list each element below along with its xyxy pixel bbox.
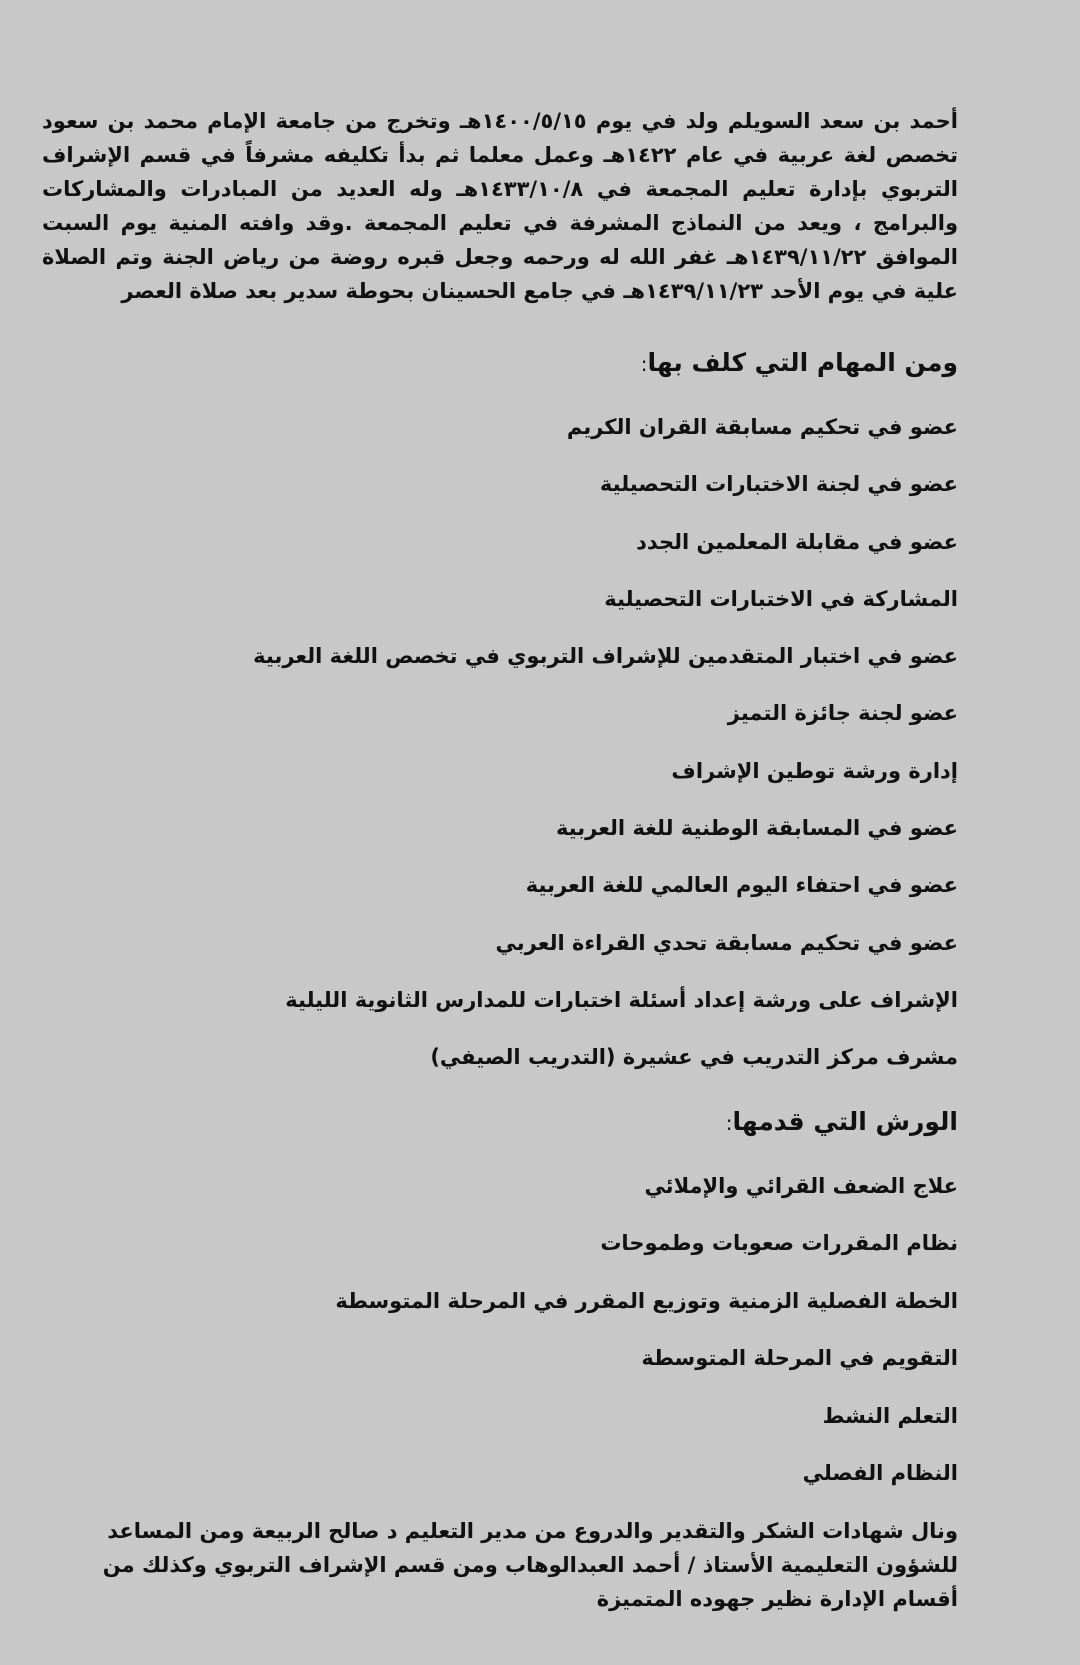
workshops-heading-colon: : bbox=[725, 1111, 733, 1135]
tasks-heading-text: ومن المهام التي كلف بها bbox=[647, 348, 958, 377]
workshops-list bbox=[58, 1158, 958, 1502]
workshops-heading-text: الورش التي قدمها bbox=[732, 1107, 958, 1136]
tasks-heading bbox=[641, 348, 958, 377]
task-item: عضو في مقابلة المعلمين الجدد bbox=[636, 529, 958, 554]
workshop-item: علاج الضعف القرائي والإملائي bbox=[644, 1174, 958, 1198]
workshop-item: التقويم في المرحلة المتوسطة bbox=[641, 1346, 958, 1371]
biography-paragraph: أحمد بن سعد السويلم ولد في يوم ١٤٠٠/٥/١٥هـ وتخرج من جامعة الإمام محمد بن سعود تخصص لغة عربية في عام ١٤٢٢هـ وعمل معلما ثم بدأ تكليفه مشرفاً في قسم الإشراف التربوي بإدارة تعليم المجمعة في ١٤٣٣/١٠/٨هـ وله العديد من المبادرات والمشاركات والبرامج ، ويعد من النماذج المشرفة في تعليم المجمعة .وقد وافته المنية يوم السبت الموافق ١٤٣٩/١١/٢٢هـ غفر الله له ورحمه وجعل قبره روضة من رياض الجنة وتم الصلاة علية في يوم الأحد ١٤٣٩/١١/٢٣هـ في جامع الحسينان بحوطة سدير بعد صلاة العصر bbox=[42, 109, 958, 303]
task-item: عضو في احتفاء اليوم العالمي للغة العربية bbox=[525, 873, 958, 898]
task-item: إدارة ورشة توطين الإشراف bbox=[671, 758, 958, 783]
task-item: الإشراف على ورشة إعداد أسئلة اختبارات للمدارس الثانوية الليلية bbox=[285, 987, 958, 1012]
workshop-item: التعلم النشط bbox=[822, 1403, 958, 1428]
task-item: عضو في المسابقة الوطنية للغة العربية bbox=[555, 816, 958, 841]
task-item: عضو لجنة جائزة التميز bbox=[727, 701, 958, 726]
task-item: عضو في تحكيم مسابقة القران الكريم bbox=[566, 415, 958, 439]
tasks-heading-colon: : bbox=[640, 352, 648, 376]
task-item: مشرف مركز التدريب في عشيرة (التدريب الصيفي) bbox=[430, 1045, 958, 1070]
task-item: عضو في اختبار المتقدمين للإشراف التربوي في تخصص اللغة العربية bbox=[253, 644, 958, 669]
workshops-heading bbox=[726, 1107, 958, 1136]
task-item: عضو في تحكيم مسابقة تحدي القراءة العربي bbox=[495, 930, 958, 955]
task-item: المشاركة في الاختبارات التحصيلية bbox=[604, 586, 958, 611]
workshop-item: النظام الفصلي bbox=[802, 1460, 958, 1485]
task-item: عضو في لجنة الاختبارات التحصيلية bbox=[599, 472, 958, 497]
tasks-list bbox=[58, 399, 958, 1087]
closing-paragraph: ونال شهادات الشكر والتقدير والدروع من مدير التعليم د صالح الربيعة ومن المساعد للشؤون التعليمية الأستاذ / أحمد العبدالوهاب ومن قسم الإشراف التربوي وكذلك من أقسام الإدارة نظير جهوده المتميزة bbox=[102, 1519, 958, 1611]
workshop-item: الخطة الفصلية الزمنية وتوزيع المقرر في المرحلة المتوسطة bbox=[335, 1288, 958, 1313]
workshop-item: نظام المقررات صعوبات وطموحات bbox=[600, 1231, 958, 1256]
